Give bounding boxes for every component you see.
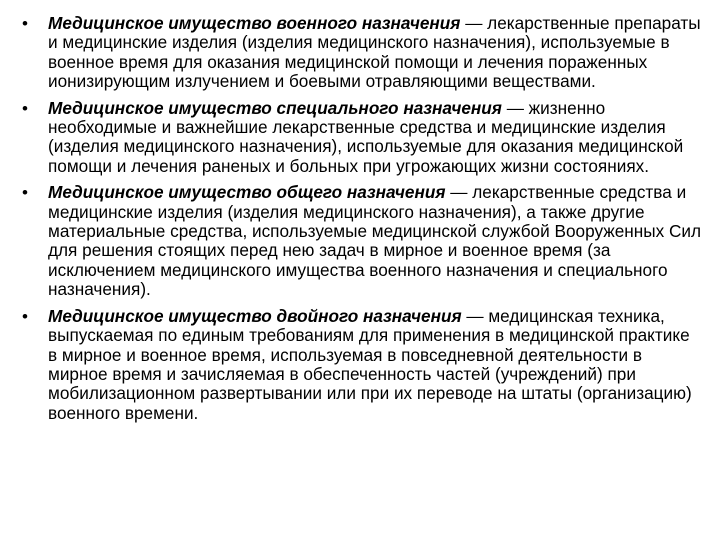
definition-text-military: — лекарственные препараты и медицинские изделия (изделия медицинского назначения), используемые в военное время для оказания медицинской помощи и лечения пораженных ионизирующим излучением и боевыми отравляющими веществами. — [48, 13, 701, 92]
definition-text-special: — жизненно необходимые и важнейшие лекарственные средства и медицинские изделия (изделия медицинского назначения), используемые для оказания медицинской помощи и лечения раненых и больных при угрожающих жизни состояниях. — [48, 97, 684, 176]
bullet-icon: • — [22, 183, 28, 203]
definition-dual — [22, 307, 702, 423]
term-military: Медицинское имущество военного назначения — [48, 13, 461, 33]
bullet-icon: • — [22, 98, 28, 118]
definition-text-general: — лекарственные средства и медицинские изделия (изделия медицинского назначения), а также другие материальные средства, используемые медицинской службой Вооруженных Сил для решения стоящих перед нею задач в мирное и военное время (за исключением медицинского имущества военного назначения и специального назначения). — [48, 182, 702, 300]
definition-text-dual: — медицинская техника, выпускаемая по единым требованиям для применения в медицинской практике в мирное и военное время, используемая в повседневной деятельности в мирное время и зачисляемая в обеспеченность частей (учреждений) при мобилизационном развертывании или при их переводе на штаты (организацию) военного времени. — [48, 305, 692, 423]
definition-special — [22, 99, 702, 177]
definition-general — [22, 183, 702, 299]
definitions-list — [22, 14, 702, 430]
bullet-icon: • — [22, 14, 28, 33]
definition-military — [22, 14, 702, 92]
term-general: Медицинское имущество общего назначения — [48, 182, 446, 203]
term-dual: Медицинское имущество двойного назначения — [48, 305, 462, 326]
term-special: Медицинское имущество специального назначения — [48, 97, 502, 118]
bullet-icon: • — [22, 306, 28, 326]
